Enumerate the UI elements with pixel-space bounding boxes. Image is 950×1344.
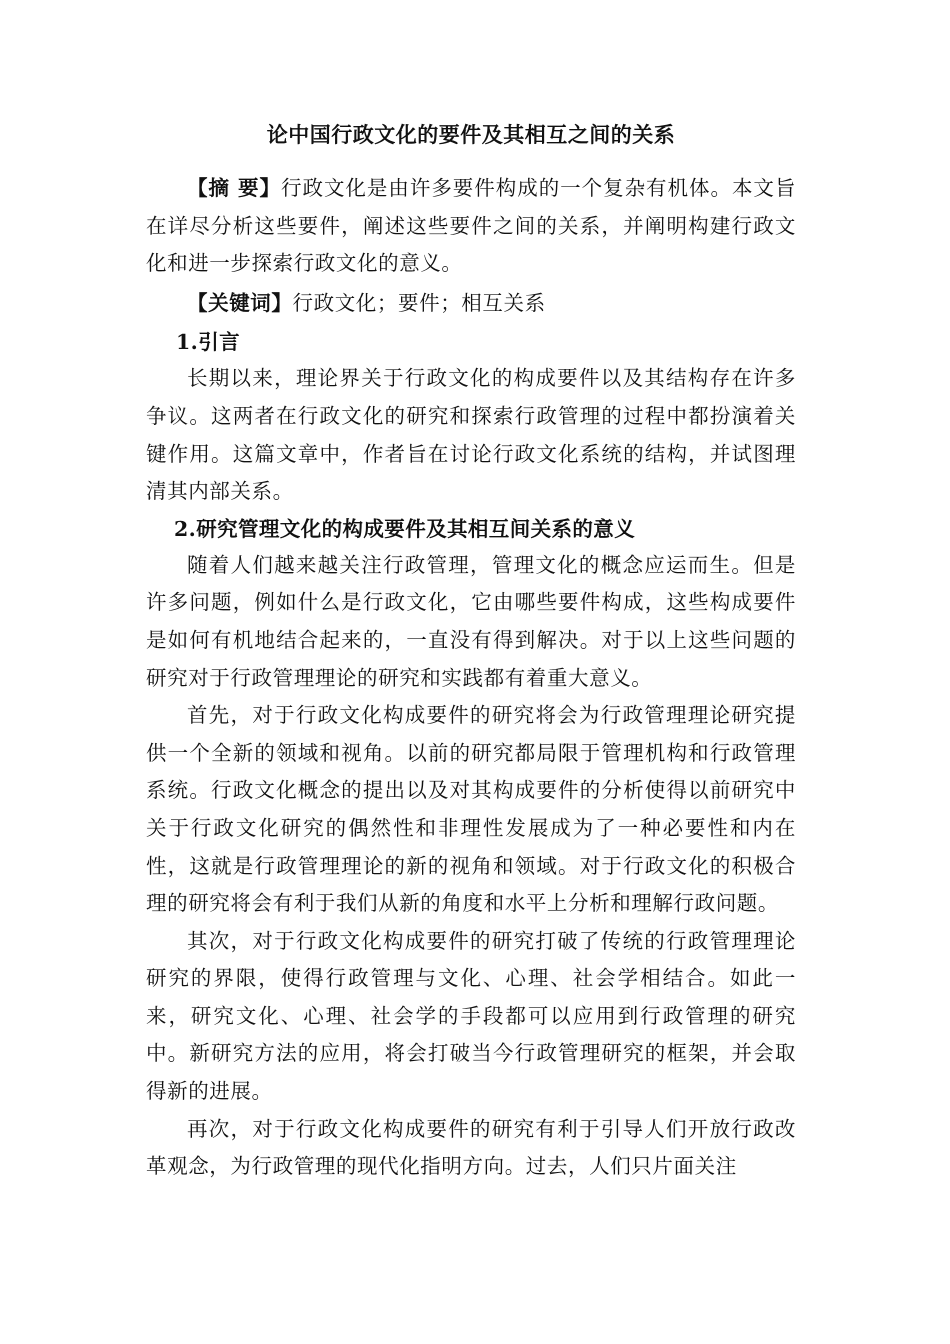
abstract-label: 【摘 要】 [187,176,282,200]
keywords [146,285,796,323]
document-page [146,118,796,1186]
section-2-paragraph-3: 其次，对于行政文化构成要件的研究打破了传统的行政管理理论研究的界限，使得行政管理与文化、心理、社会学相结合。如此一来，研究文化、心理、社会学的手段都可以应用到行政管理的研究中。新研究方法的应用，将会打破当今行政管理研究的框架，并会取得新的进展。 [146,928,796,1104]
abstract-text: 行政文化是由许多要件构成的一个复杂有机体。本文旨在详尽分析这些要件，阐述这些要件之间的关系，并阐明构建行政文化和进一步探索行政文化的意义。 [146,176,797,276]
keywords-label: 【关键词】 [187,290,293,315]
section-1-heading: 1.引言 [176,330,241,355]
section-2-paragraph-2: 首先，对于行政文化构成要件的研究将会为行政管理理论研究提供一个全新的领域和视角。以前的研究都局限于管理机构和行政管理系统。行政文化概念的提出以及对其构成要件的分析使得以前研究中关于行政文化研究的偶然性和非理性发展成为了一种必要性和内在性，这就是行政管理理论的新的视角和领域。对于行政文化的积极合理的研究将会有利于我们从新的角度和水平上分析和理解行政问题。 [146,703,796,916]
document-title: 论中国行政文化的要件及其相互之间的关系 [266,122,676,147]
abstract [146,170,796,283]
section-2-paragraph-1: 随着人们越来越关注行政管理，管理文化的概念应运而生。但是许多问题，例如什么是行政文化，它由哪些要件构成，这些构成要件是如何有机地结合起来的，一直没有得到解决。对于以上这些问题的研究对于行政管理理论的研究和实践都有着重大意义。 [146,552,796,690]
section-2-heading: 2.研究管理文化的构成要件及其相互间关系的意义 [174,516,636,541]
section-1-paragraph: 长期以来，理论界关于行政文化的构成要件以及其结构存在许多争议。这两者在行政文化的研究和探索行政管理的过程中都扮演着关键作用。这篇文章中，作者旨在讨论行政文化系统的结构，并试图理清其内部关系。 [146,366,796,504]
section-2-paragraph-4: 再次，对于行政文化构成要件的研究有利于引导人们开放行政改革观念，为行政管理的现代化指明方向。过去，人们只片面关注 [146,1116,796,1179]
keywords-text: 行政文化；要件；相互关系 [292,290,546,315]
